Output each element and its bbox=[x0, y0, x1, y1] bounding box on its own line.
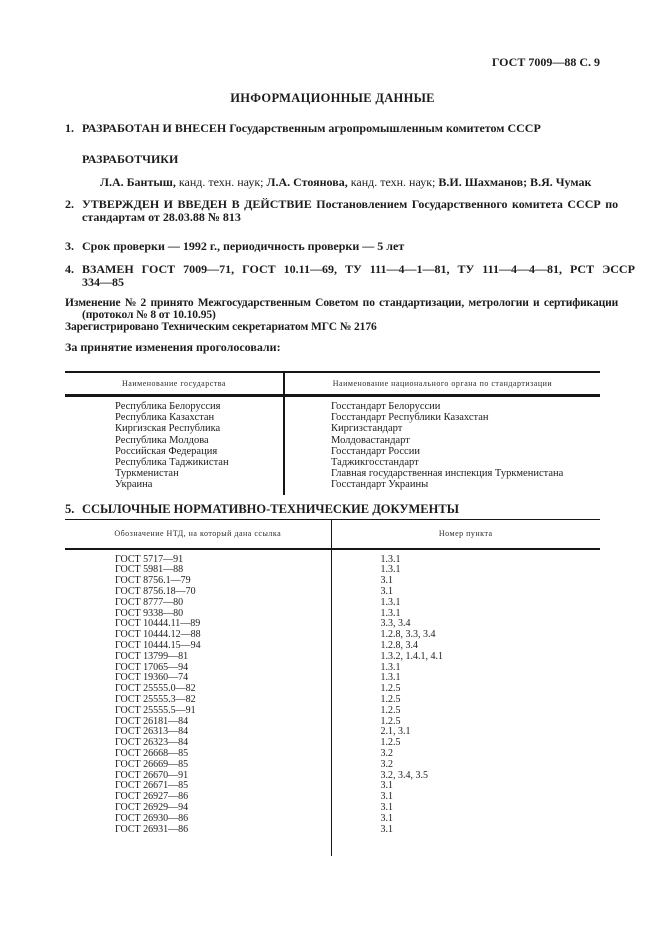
cell-right: Госстандарт Белоруссии bbox=[331, 401, 441, 412]
table-row bbox=[65, 587, 600, 598]
table-row bbox=[65, 396, 600, 413]
vote-intro-text: За принятие изменения проголосовали: bbox=[65, 340, 281, 354]
table-row bbox=[65, 565, 600, 576]
cell-right: 1.3.1 bbox=[380, 673, 401, 684]
developer-name: В.И. Шахманов; В.Я. Чумак bbox=[438, 175, 592, 189]
vote-table bbox=[65, 371, 600, 495]
table-row bbox=[65, 468, 600, 479]
cell-left: Киргизская Республика bbox=[65, 423, 284, 434]
cell-right: 1.3.1 bbox=[380, 597, 401, 608]
cell-left: ГОСТ 8756.18—70 bbox=[65, 587, 331, 598]
page-title: ИНФОРМАЦИОННЫЕ ДАННЫЕ bbox=[230, 91, 435, 105]
cell-right: 3.2 bbox=[380, 759, 393, 770]
developer-name: Л.А. Стоянова, bbox=[266, 175, 351, 189]
reference-table-body bbox=[65, 549, 600, 857]
cell-right: 3.1 bbox=[380, 813, 393, 824]
cell-right: 3.1 bbox=[380, 781, 393, 792]
table-row bbox=[65, 738, 600, 749]
cell-right: 3.1 bbox=[380, 792, 393, 803]
section-3-text: Срок проверки — 1992 г., периодичность проверки — 5 лет bbox=[82, 239, 405, 253]
cell-right: 1.2.5 bbox=[380, 716, 401, 727]
cell-right: 3.2 bbox=[380, 748, 393, 759]
table-row bbox=[65, 630, 600, 641]
cell-right: 1.3.1 bbox=[380, 565, 401, 576]
cell-right: Таджикгосстандарт bbox=[331, 457, 419, 469]
cell-left: ГОСТ 10444.11—89 bbox=[65, 619, 331, 630]
cell-left: ГОСТ 19360—74 bbox=[65, 673, 331, 684]
table-row bbox=[65, 423, 600, 434]
reference-table-header-row bbox=[65, 519, 600, 549]
reference-table-header-designation: Обозначение НТД, на который дана ссылка bbox=[65, 519, 331, 549]
section-5-references-heading bbox=[65, 503, 600, 516]
page-header-standard-number: ГОСТ 7009—88 С. 9 bbox=[491, 55, 600, 69]
cell-left: ГОСТ 5717—91 bbox=[65, 549, 331, 566]
vote-table-header-row bbox=[65, 372, 600, 396]
table-row bbox=[65, 652, 600, 663]
cell-right: Киргизстандарт bbox=[331, 423, 403, 435]
cell-left: ГОСТ 26323—84 bbox=[65, 738, 331, 749]
cell-left: ГОСТ 26671—85 bbox=[65, 781, 331, 792]
section-2-text-line2: стандартам от 28.03.88 № 813 bbox=[82, 210, 241, 224]
table-row bbox=[65, 673, 600, 684]
cell-left: Республика Белоруссия bbox=[65, 396, 284, 413]
table-row bbox=[65, 695, 600, 706]
amendment-line3: Зарегистрировано Техническим секретариатом МГС № 2176 bbox=[65, 321, 377, 333]
table-row bbox=[65, 576, 600, 587]
cell-left: ГОСТ 25555.5—91 bbox=[65, 706, 331, 717]
cell-left: ГОСТ 26927—86 bbox=[65, 792, 331, 803]
cell-left: Украина bbox=[65, 479, 284, 494]
developer-degree: канд. техн. наук; bbox=[178, 175, 267, 189]
cell-left: ГОСТ 25555.0—82 bbox=[65, 684, 331, 695]
cell-left: ГОСТ 10444.15—94 bbox=[65, 641, 331, 652]
divider-tail-row bbox=[65, 835, 600, 856]
cell-right: 1.2.8, 3.4 bbox=[380, 641, 418, 651]
cell-right: 3.1 bbox=[380, 576, 393, 587]
section-4-text-line2: 334—85 bbox=[82, 275, 124, 289]
table-row bbox=[65, 479, 600, 494]
table-row bbox=[65, 792, 600, 803]
table-row bbox=[65, 717, 600, 728]
cell-left: ГОСТ 9338—80 bbox=[65, 609, 331, 620]
section-1-text: РАЗРАБОТАН И ВНЕСЕН Государственным агропромышленным комитетом СССР bbox=[82, 121, 541, 135]
cell-left: Республика Молдова bbox=[65, 435, 284, 446]
table-row bbox=[65, 412, 600, 423]
cell-right: Госстандарт России bbox=[331, 445, 420, 457]
section-2-number: 2. bbox=[65, 197, 74, 211]
cell-right: 3.1 bbox=[380, 587, 393, 598]
table-row bbox=[65, 619, 600, 630]
table-row bbox=[65, 663, 600, 674]
section-4-replaces bbox=[65, 262, 635, 289]
developers-heading: РАЗРАБОТЧИКИ bbox=[82, 152, 179, 166]
section-2-text-line1: УТВЕРЖДЕН И ВВЕДЕН В ДЕЙСТВИЕ Постановлением Государственного комитета СССР по bbox=[82, 197, 619, 211]
table-row bbox=[65, 435, 600, 446]
reference-table bbox=[65, 519, 600, 857]
cell-left: ГОСТ 25555.3—82 bbox=[65, 695, 331, 706]
developer-degree: канд. техн. наук; bbox=[350, 175, 439, 189]
cell-right: 1.2.5 bbox=[380, 705, 401, 716]
section-2-approved bbox=[65, 197, 619, 224]
developers-names bbox=[65, 176, 600, 189]
table-row bbox=[65, 706, 600, 717]
cell-right: 3.2, 3.4, 3.5 bbox=[380, 770, 428, 781]
cell-left: ГОСТ 10444.12—88 bbox=[65, 630, 331, 641]
table-row bbox=[65, 727, 600, 738]
cell-right: 1.3.2, 1.4.1, 4.1 bbox=[380, 651, 443, 662]
cell-right: 1.2.8, 3.3, 3.4 bbox=[380, 630, 436, 641]
table-row bbox=[65, 771, 600, 782]
vote-table-header bbox=[65, 372, 600, 396]
table-row bbox=[65, 641, 600, 652]
table-row bbox=[65, 760, 600, 771]
cell-right: 1.2.5 bbox=[380, 694, 401, 705]
vote-table-body bbox=[65, 396, 600, 495]
cell-left: ГОСТ 5981—88 bbox=[65, 565, 331, 576]
table-row bbox=[65, 609, 600, 620]
cell-left: ГОСТ 26930—86 bbox=[65, 814, 331, 825]
section-4-text-line1: ВЗАМЕН ГОСТ 7009—71, ГОСТ 10.11—69, ТУ 111—4—1—81, ТУ 111—4—4—81, РСТ ЭССР bbox=[82, 262, 635, 276]
developer-name: Л.А. Бантыш, bbox=[100, 175, 179, 189]
cell-right: 3.3, 3.4 bbox=[380, 619, 411, 630]
cell-left: ГОСТ 26181—84 bbox=[65, 717, 331, 728]
table-row bbox=[65, 598, 600, 609]
amendment-line2: (протокол № 8 от 10.10.95) bbox=[82, 309, 216, 321]
cell-right: 1.2.5 bbox=[380, 684, 401, 695]
cell-right: 1.3.1 bbox=[380, 608, 401, 619]
cell-left: ГОСТ 26668—85 bbox=[65, 749, 331, 760]
cell-left: ГОСТ 26313—84 bbox=[65, 727, 331, 738]
reference-table-header bbox=[65, 519, 600, 549]
section-5-text: ССЫЛОЧНЫЕ НОРМАТИВНО-ТЕХНИЧЕСКИЕ ДОКУМЕНТЫ bbox=[82, 501, 459, 516]
divider-tail-cell bbox=[65, 835, 331, 856]
cell-left: ГОСТ 26931—86 bbox=[65, 825, 331, 836]
table-row bbox=[65, 457, 600, 468]
cell-left: ГОСТ 26929—94 bbox=[65, 803, 331, 814]
cell-right: Госстандарт Украины bbox=[331, 479, 429, 491]
cell-left: Туркменистан bbox=[65, 468, 284, 479]
cell-right: Молдовастандарт bbox=[331, 434, 410, 446]
table-row bbox=[65, 446, 600, 457]
section-4-number: 4. bbox=[65, 262, 74, 276]
vote-table-header-country: Наименование государства bbox=[65, 372, 284, 396]
table-row bbox=[65, 749, 600, 760]
cell-left: ГОСТ 8756.1—79 bbox=[65, 576, 331, 587]
table-row bbox=[65, 781, 600, 792]
cell-left: Российская Федерация bbox=[65, 446, 284, 457]
cell-left: ГОСТ 26670—91 bbox=[65, 771, 331, 782]
section-1-number: 1. bbox=[65, 121, 74, 135]
amendment-paragraph bbox=[65, 297, 619, 333]
cell-left: Республика Таджикистан bbox=[65, 457, 284, 468]
cell-left: ГОСТ 8777—80 bbox=[65, 598, 331, 609]
amendment-line1: Изменение № 2 принято Межгосударственным Советом по стандартизации, метрологии и сертификации bbox=[65, 297, 619, 309]
table-row bbox=[65, 814, 600, 825]
cell-right: 2.1, 3.1 bbox=[380, 727, 411, 738]
table-row bbox=[65, 549, 600, 566]
cell-right: 3.1 bbox=[380, 802, 393, 813]
table-row bbox=[65, 803, 600, 814]
cell-right: Главная государственная инспекция Туркменистана bbox=[331, 468, 564, 480]
cell-right: 3.1 bbox=[380, 824, 393, 835]
cell-left: Республика Казахстан bbox=[65, 412, 284, 423]
section-3-number: 3. bbox=[65, 239, 74, 253]
cell-right: Госстандарт Республики Казахстан bbox=[331, 412, 489, 424]
table-row bbox=[65, 684, 600, 695]
cell-left: ГОСТ 17065—94 bbox=[65, 663, 331, 674]
vote-table-header-body: Наименование национального органа по стандартизации bbox=[284, 372, 600, 396]
section-1-developed bbox=[65, 122, 600, 135]
section-5-number: 5. bbox=[65, 501, 75, 516]
reference-table-header-clause: Номер пункта bbox=[331, 519, 600, 549]
cell-left: ГОСТ 26669—85 bbox=[65, 760, 331, 771]
section-3-review-period bbox=[65, 240, 600, 253]
divider-tail-cell bbox=[331, 835, 600, 856]
cell-left: ГОСТ 13799—81 bbox=[65, 652, 331, 663]
cell-right: 1.2.5 bbox=[380, 738, 401, 749]
cell-right: 1.3.1 bbox=[380, 662, 401, 673]
table-row bbox=[65, 825, 600, 836]
cell-right: 1.3.1 bbox=[380, 553, 401, 565]
